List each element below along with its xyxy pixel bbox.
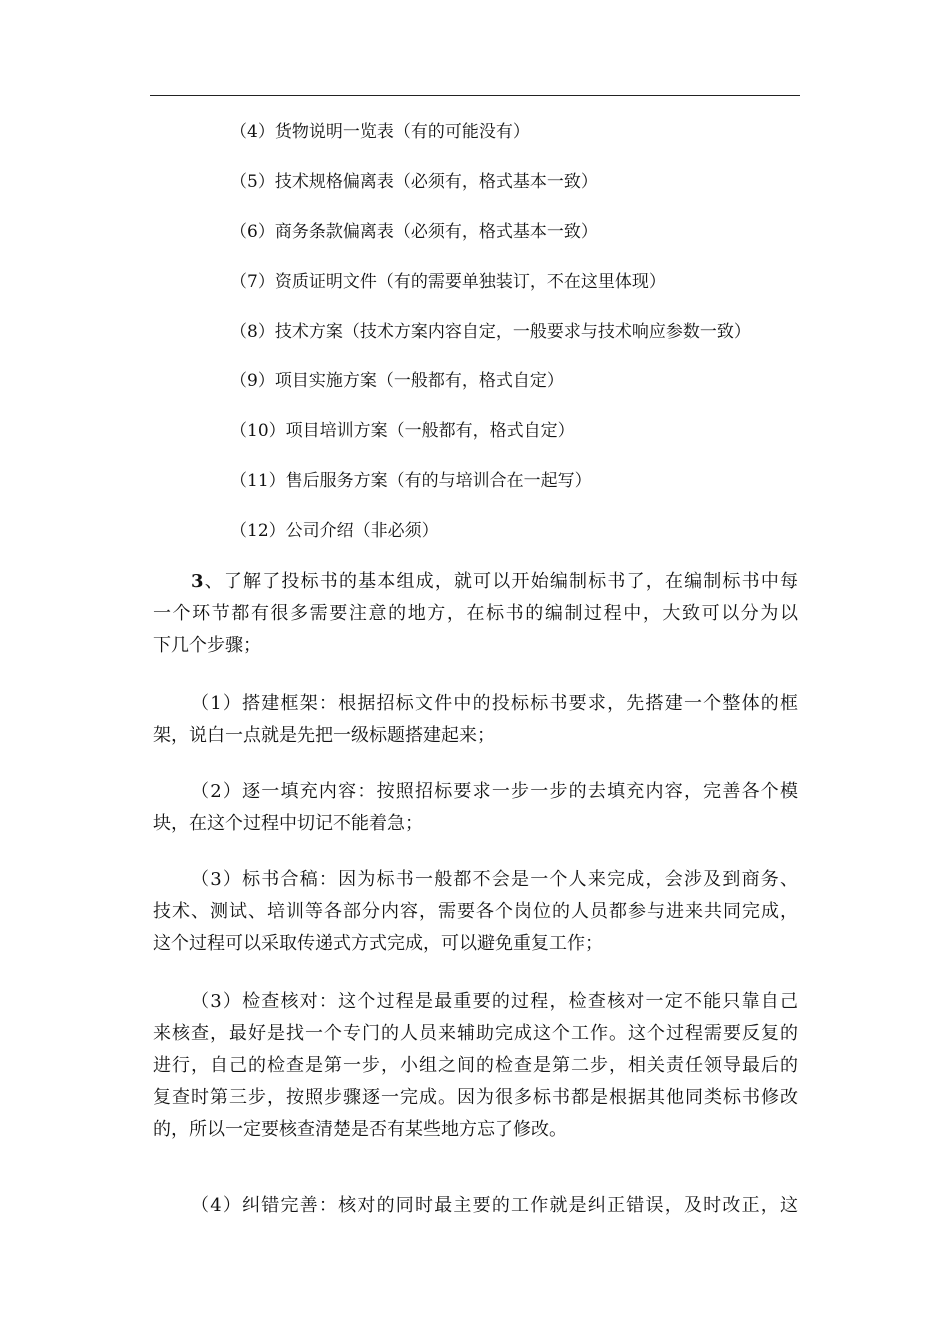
- paragraph-line: 这个过程可以采取传递式方式完成，可以避免重复工作；: [153, 933, 603, 954]
- paragraph-line: 3、了解了投标书的基本组成，就可以开始编制标书了，在编制标书中每: [191, 571, 798, 592]
- step-3-merge-paragraph: [153, 864, 798, 960]
- step-2-paragraph: [153, 776, 798, 840]
- paragraph-line: 下几个步骤；: [153, 635, 261, 656]
- paragraph-line: 一个环节都有很多需要注意的地方，在标书的编制过程中，大致可以分为以: [153, 603, 798, 624]
- list-item: （6）商务条款偏离表（必须有，格式基本一致）: [230, 222, 598, 242]
- list-item: （10）项目培训方案（一般都有，格式自定）: [230, 421, 575, 441]
- paragraph-line: （4）纠错完善：核对的同时最主要的工作就是纠正错误，及时改正，这: [191, 1195, 798, 1216]
- list-item: （4）货物说明一览表（有的可能没有）: [230, 122, 530, 142]
- header-rule: [150, 95, 800, 96]
- paragraph-line: 的，所以一定要核查清楚是否有某些地方忘了修改。: [153, 1119, 567, 1140]
- paragraph-line: 架，说白一点就是先把一级标题搭建起来；: [153, 725, 495, 746]
- list-item: （11）售后服务方案（有的与培训合在一起写）: [230, 471, 592, 491]
- paragraph-line: 进行，自己的检查是第一步，小组之间的检查是第二步，相关责任领导最后的: [153, 1055, 798, 1076]
- step-4-paragraph: [153, 1190, 798, 1222]
- list-item: （12）公司介绍（非必须）: [230, 521, 439, 541]
- list-item: （7）资质证明文件（有的需要单独装订，不在这里体现）: [230, 272, 666, 292]
- paragraph-line: （3）检查核对：这个过程是最重要的过程，检查核对一定不能只靠自己: [191, 991, 798, 1012]
- list-item: （5）技术规格偏离表（必须有，格式基本一致）: [230, 172, 598, 192]
- paragraph-line: （1）搭建框架：根据招标文件中的投标标书要求，先搭建一个整体的框: [191, 693, 798, 714]
- step-3-check-paragraph: [153, 986, 798, 1146]
- paragraph-line: 来核查，最好是找一个专门的人员来辅助完成这个工作。这个过程需要反复的: [153, 1023, 798, 1044]
- list-item: （8）技术方案（技术方案内容自定，一般要求与技术响应参数一致）: [230, 322, 751, 342]
- step-1-paragraph: [153, 688, 798, 752]
- paragraph-line: （3）标书合稿：因为标书一般都不会是一个人来完成，会涉及到商务、: [191, 869, 798, 890]
- section-3-paragraph: [153, 566, 798, 662]
- section-number: 3: [191, 571, 204, 592]
- paragraph-line: 技术、测试、培训等各部分内容，需要各个岗位的人员都参与进来共同完成，: [153, 901, 798, 922]
- paragraph-line: 复查时第三步，按照步骤逐一完成。因为很多标书都是根据其他同类标书修改: [153, 1087, 798, 1108]
- paragraph-line: 块，在这个过程中切记不能着急；: [153, 813, 423, 834]
- list-item: （9）项目实施方案（一般都有，格式自定）: [230, 371, 564, 391]
- paragraph-line: （2）逐一填充内容：按照招标要求一步一步的去填充内容，完善各个模: [191, 781, 798, 802]
